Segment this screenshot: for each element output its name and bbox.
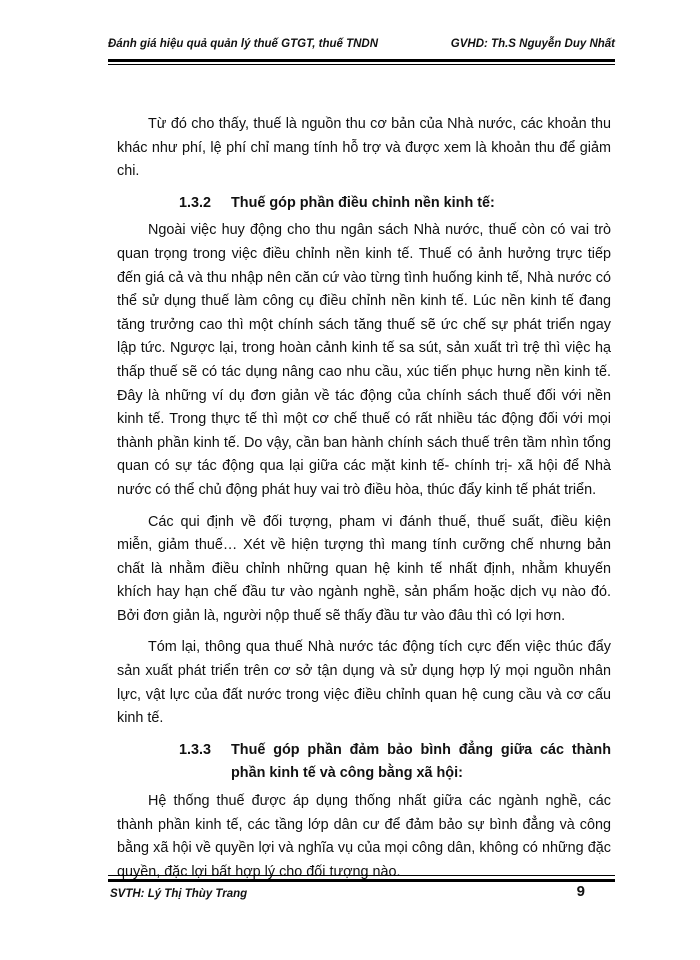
paragraph-4: Tóm lại, thông qua thuế Nhà nước tác động tích cực đến việc thúc đẩy sản xuất phát triển trên cơ sở tận dụng và sử dụng hợp lý mọi nguồn nhân lực, vật lực của đất nước trong việc điều chỉnh quan hệ cung cầu và cơ cấu kinh tế. — [117, 639, 611, 727]
section-title: Thuế góp phần đảm bảo bình đẳng giữa các thành phần kinh tế và công bằng xã hội: — [231, 741, 611, 782]
paragraph-5: Hệ thống thuế được áp dụng thống nhất giữa các ngành nghề, các thành phần kinh tế, các tầng lớp dân cư để đảm bảo sự bình đẳng và công bằng xã hội về quyền lợi và nghĩa vụ của mọi công dân, không có những đặc quyền, đặc lợi bất hợp lý cho đối tượng nào. — [117, 793, 611, 880]
footer-divider-thick — [108, 879, 615, 882]
page-number: 9 — [576, 883, 585, 900]
header-advisor: GVHD: Th.S Nguyễn Duy Nhất — [450, 38, 615, 50]
header-title: Đánh giá hiệu quả quản lý thuế GTGT, thuế TNDN — [108, 38, 379, 50]
section-title: Thuế góp phần điều chỉnh nền kinh tế: — [231, 194, 495, 211]
section-heading-1-3-3 — [179, 739, 611, 786]
header-divider-thick — [108, 59, 615, 62]
section-heading-1-3-2 — [179, 192, 611, 216]
section-number: 1.3.2 — [179, 194, 212, 211]
paragraph-1: Từ đó cho thấy, thuế là nguồn thu cơ bản của Nhà nước, các khoản thu khác như phí, lệ phí chỉ mang tính hỗ trợ và được xem là khoản thu để giảm chi. — [117, 116, 611, 180]
header-divider-thin — [108, 64, 615, 65]
page-body — [117, 113, 611, 892]
paragraph-3: Các qui định về đối tượng, pham vi đánh thuế, thuế suất, điều kiện miễn, giảm thuế… Xét về hiện tượng thì mang tính cưỡng chế nhưng bản chất là nhằm điều chỉnh những quan hệ kinh tế nhất định, nhằm khuyến khích hay hạn chế đầu tư vào ngành nghề, sản phẩm hoặc dịch vụ nào đó. Bởi đơn giản là, người nộp thuế sẽ thấy đầu tư vào đâu thì có lợi hơn. — [117, 513, 611, 624]
paragraph-2: Ngoài việc huy động cho thu ngân sách Nhà nước, thuế còn có vai trò quan trọng trong việc điều chỉnh nền kinh tế. Thuế có ảnh hưởng trực tiếp đến giá cả và thu nhập nên căn cứ vào từng tình huống kinh tế, Nhà nước có thể sử dụng thuế làm công cụ điều chỉnh nền kinh tế. Lúc nền kinh tế đang tăng trưởng cao thì một chính sách tăng thuế sẽ ức chế sự phát triển ngay lập tức. Ngược lại, trong hoàn cảnh kinh tế sa sút, sản xuất trì trệ thì việc hạ thấp thuế sẽ có tác dụng nâng cao nhu cầu, xúc tiến phục hưng nền kinh tế. Đây là những ví dụ đơn giản về tác động của chính sách thuế đối với nền kinh tế. Trong thực tế thì một cơ chế thuế có rất nhiều tác động đối với mọi thành phần kinh tế. Do vậy, cần ban hành chính sách thuế trên tầm nhìn tổng quan có sự tác động qua lại giữa các mặt kinh tế- chính trị- xã hội để Nhà nước có thể chủ động phát huy vai trò điều hòa, thúc đẩy kinh tế phát triển. — [117, 222, 611, 498]
page-footer — [108, 883, 615, 908]
page-header — [108, 38, 615, 58]
section-number: 1.3.3 — [179, 741, 212, 758]
footer-divider-thin — [108, 875, 615, 876]
footer-student: SVTH: Lý Thị Thùy Trang — [110, 888, 248, 900]
